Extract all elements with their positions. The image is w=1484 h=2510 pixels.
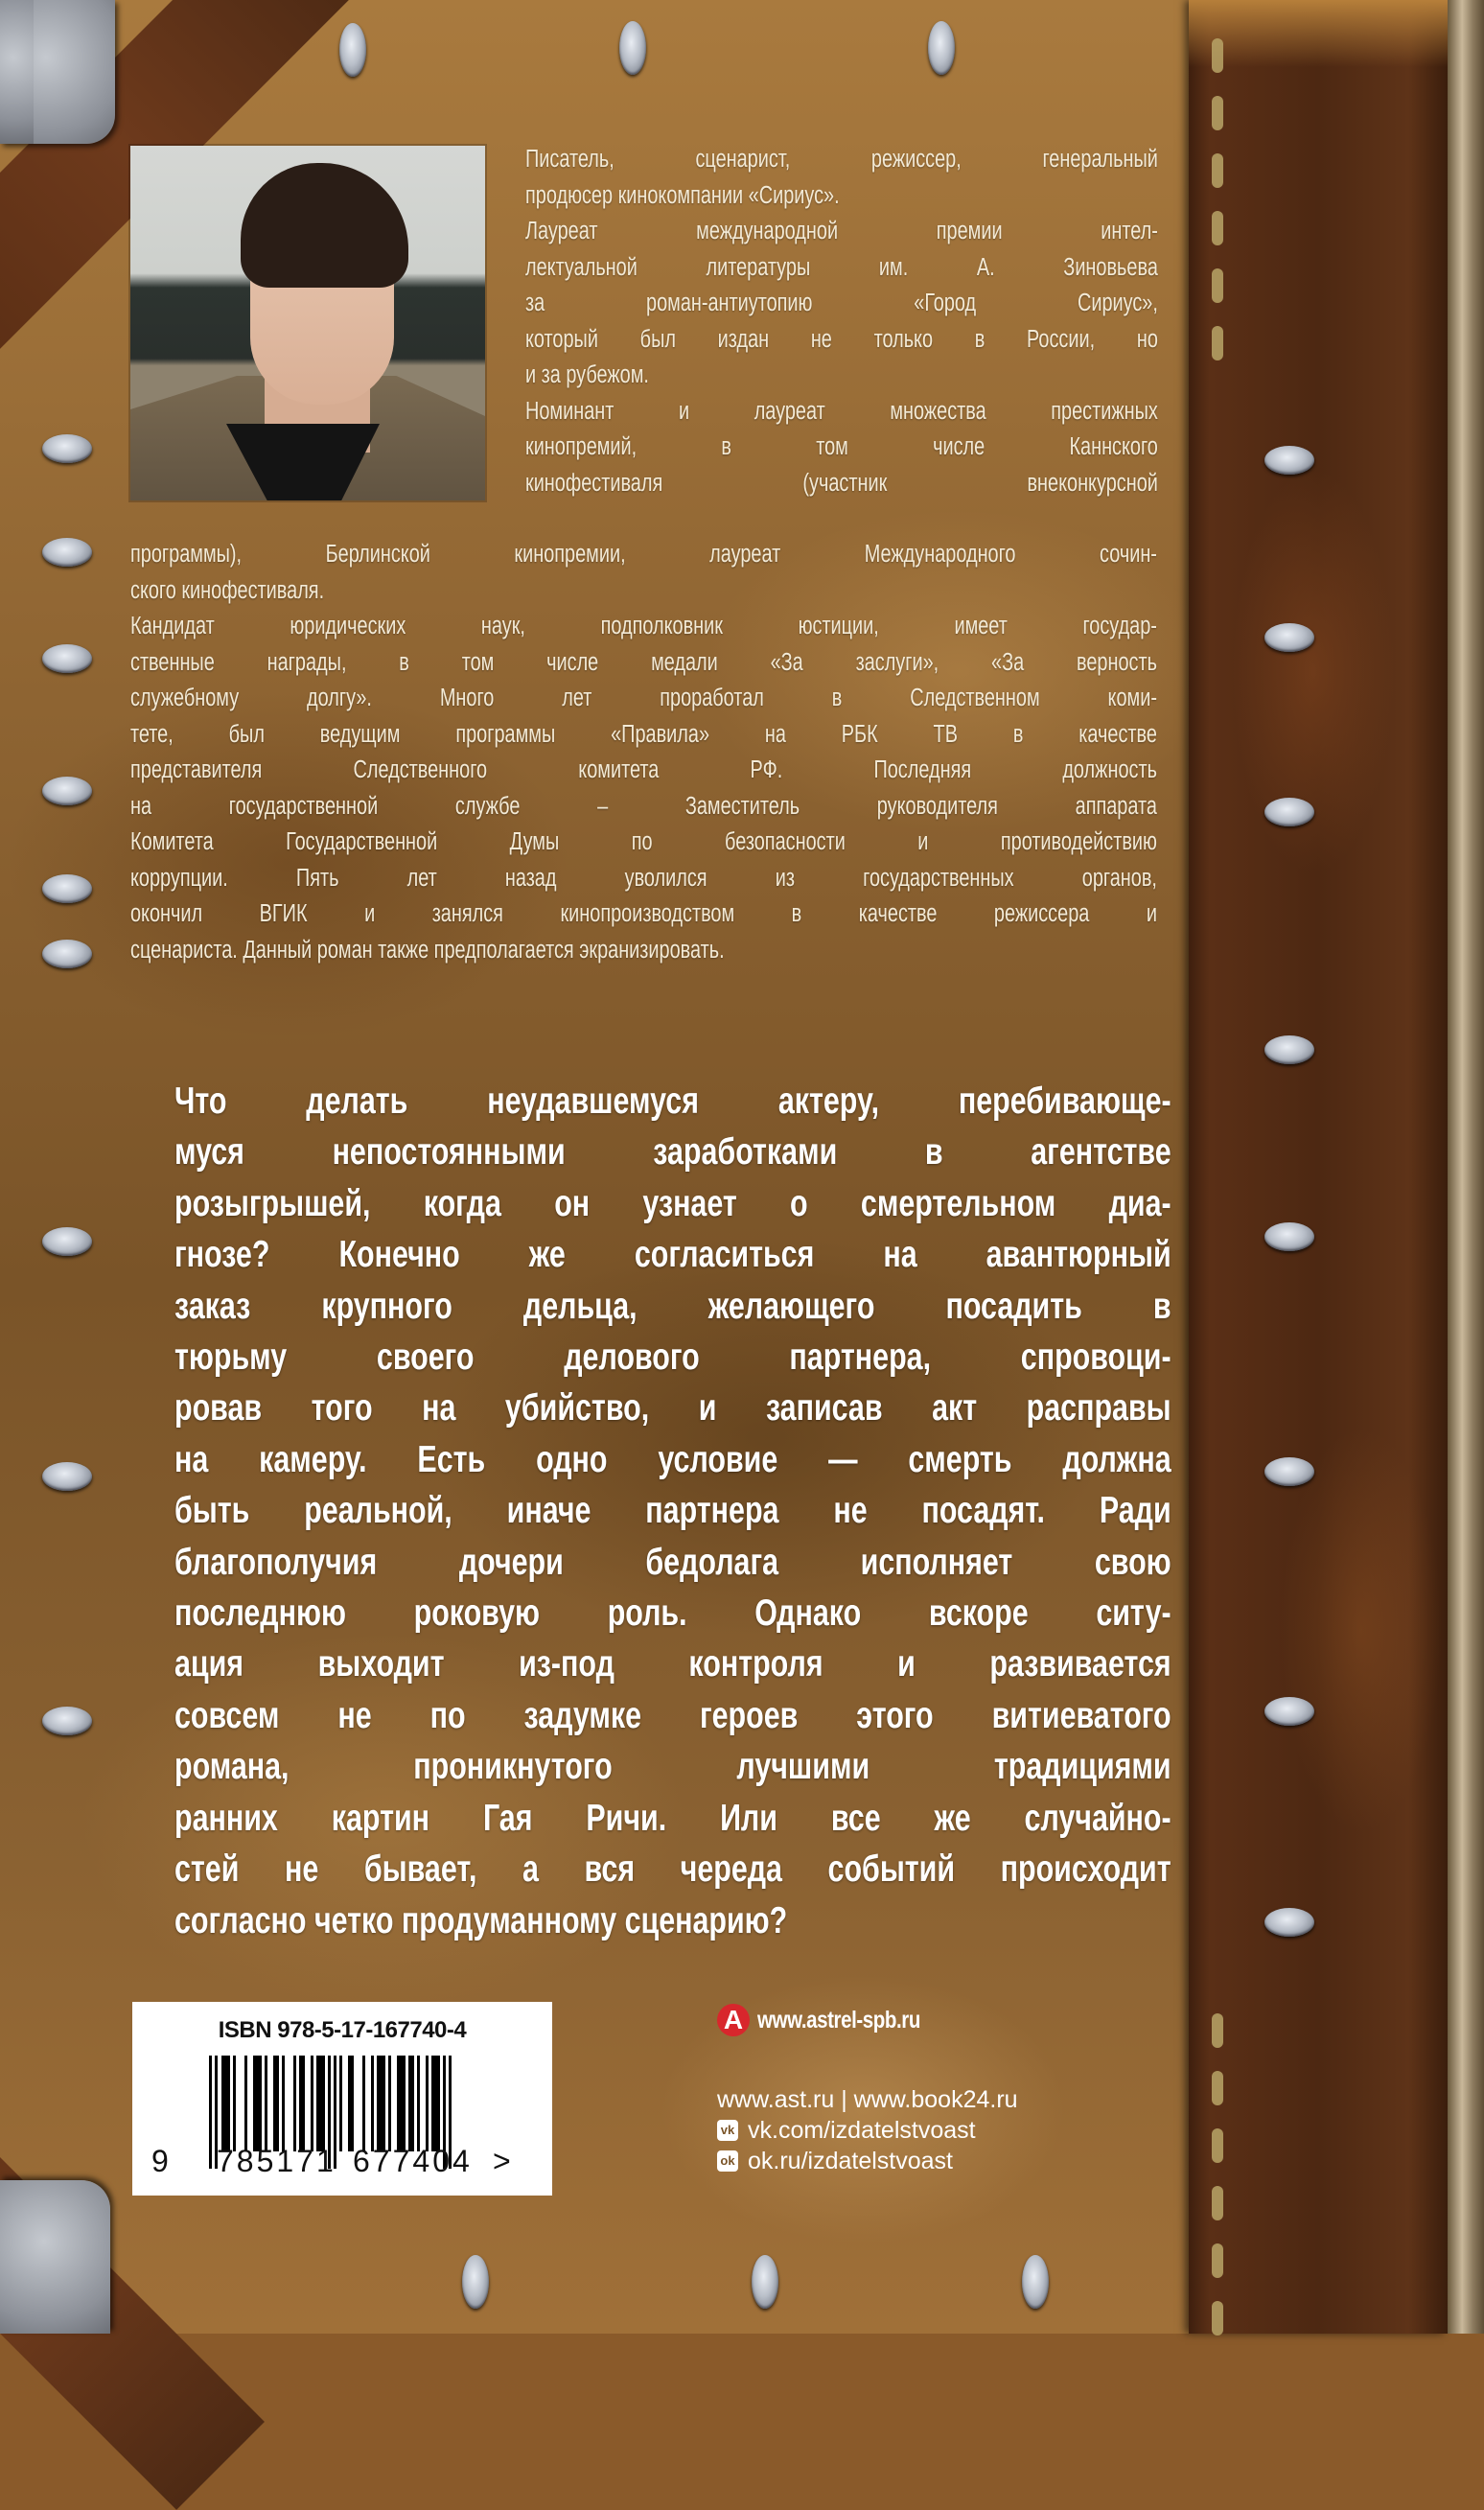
bio-line: кинофестиваля (участник внеконкурсной (525, 469, 1158, 497)
bio-line: служебному долгу». Много лет проработал в Следственном коми- (130, 685, 1157, 711)
annotation-line: романа, проникнутого лучшими традициями (174, 1746, 1171, 1788)
bio-line: ского кинофестиваля. (130, 576, 325, 604)
annotation-line: согласно четко продуманному сценарию? (174, 1899, 788, 1941)
metal-corner-bottom-left (0, 2180, 110, 2334)
annotation-line: стей не бывает, а вся череда событий происходит (174, 1848, 1171, 1891)
bio-line: сценариста. Данный роман также предполагается экранизировать. (130, 936, 725, 964)
bio-line: тете, был ведущим программы «Правила» на РБК ТВ в качестве (130, 720, 1157, 748)
annotation-line: ранних картин Гая Ричи. Или все же случайно- (174, 1797, 1171, 1839)
annotation-line: ровав того на убийство, и записав акт расправы (174, 1387, 1171, 1429)
author-bio-bottom (130, 537, 1157, 968)
annotation-line: розыгрышей, когда он узнает о смертельном диа- (174, 1182, 1171, 1224)
bio-line: Комитета Государственной Думы по безопасности и противодействию (130, 828, 1157, 855)
vk-link: vk.com/izdatelstvoast (748, 2117, 976, 2144)
bio-line: Писатель, сценарист, режиссер, генеральный (525, 146, 1158, 173)
annotation-line: на камеру. Есть одно условие — смерть должна (174, 1438, 1171, 1480)
bio-line: за роман-антиутопию «Город Сириус», (525, 290, 1158, 316)
book-annotation (174, 1076, 1171, 1946)
ean-first-digit: 9 (151, 2144, 172, 2178)
vk-icon: vk (717, 2120, 738, 2141)
annotation-line: ация выходит из-под контроля и развивается (174, 1643, 1171, 1685)
bio-line: продюсер кинокомпании «Сириус». (525, 181, 840, 209)
metal-corner-top-left (0, 0, 115, 144)
bio-line: кинопремий, в том числе Каннского (525, 433, 1158, 460)
bio-line: коррупции. Пять лет назад уволился из государственных органов, (130, 864, 1157, 892)
annotation-line: последнюю роковую роль. Однако вскоре ситу- (174, 1592, 1171, 1635)
bio-line: который был издан не только в России, но (525, 325, 1158, 353)
bio-line: программы), Берлинской кинопремии, лауреат Международного сочин- (130, 541, 1157, 568)
publisher-info (717, 2004, 1018, 2176)
bio-line: окончил ВГИК и занялся кинопроизводством в качестве режиссера и (130, 900, 1157, 927)
author-photo (130, 146, 485, 500)
isbn-label: ISBN 978-5-17-167740-4 (218, 2017, 467, 2043)
leather-spine-strap (1189, 0, 1448, 2334)
isbn-barcode (132, 2002, 552, 2196)
annotation-line: муся непостоянными заработками в агентстве (174, 1131, 1171, 1174)
spine-top-highlight (1189, 0, 1448, 67)
bio-line: Лауреат международной премии интел- (525, 218, 1158, 244)
ok-link: ok.ru/izdatelstvoast (748, 2148, 953, 2174)
bio-line: представителя Следственного комитета РФ. Последняя должность (130, 756, 1157, 783)
vk-row (717, 2115, 1018, 2146)
astrel-site-link: www.astrel-spb.ru (757, 2006, 920, 2034)
astrel-logo-icon: A (717, 2004, 750, 2036)
ean-group-2: 677404 (353, 2144, 473, 2178)
annotation-line: Что делать неудавшемуся актеру, перебивающе- (174, 1081, 1171, 1122)
bio-line: лектуальной литературы им. А. Зиновьева (525, 253, 1158, 281)
annotation-line: благополучия дочери бедолага исполняет свою (174, 1541, 1171, 1583)
bio-line: Кандидат юридических наук, подполковник юстиции, имеет государ- (130, 613, 1157, 639)
annotation-line: быть реальной, иначе партнера не посадят. Ради (174, 1490, 1171, 1532)
sites-text: www.ast.ru | www.book24.ru (717, 2086, 1018, 2113)
bio-line: ственные награды, в том числе медали «За заслуги», «За верность (130, 648, 1157, 676)
publisher-links (717, 2084, 1018, 2176)
ok-row (717, 2146, 1018, 2176)
publisher-main-site (717, 2004, 1018, 2036)
bio-line: на государственной службе – Заместитель руководителя аппарата (130, 792, 1157, 820)
spine-edge (1448, 0, 1484, 2334)
odnoklassniki-icon: ok (717, 2150, 738, 2172)
ean-quiet-zone-arrow: > (493, 2144, 514, 2178)
author-bio-top (525, 142, 1158, 501)
annotation-line: совсем не по задумке героев этого витиеватого (174, 1694, 1171, 1736)
bio-line: Номинант и лауреат множества престижных (525, 397, 1158, 425)
annotation-line: заказ крупного дельца, желающего посадить в (174, 1285, 1171, 1327)
annotation-line: тюрьму своего делового партнера, спровоци- (174, 1336, 1171, 1379)
bio-line: и за рубежом. (525, 361, 649, 388)
ean-group-1: 785171 (217, 2144, 336, 2178)
annotation-line: гнозе? Конечно же согласиться на авантюрный (174, 1234, 1171, 1276)
publisher-sites (717, 2084, 1018, 2115)
